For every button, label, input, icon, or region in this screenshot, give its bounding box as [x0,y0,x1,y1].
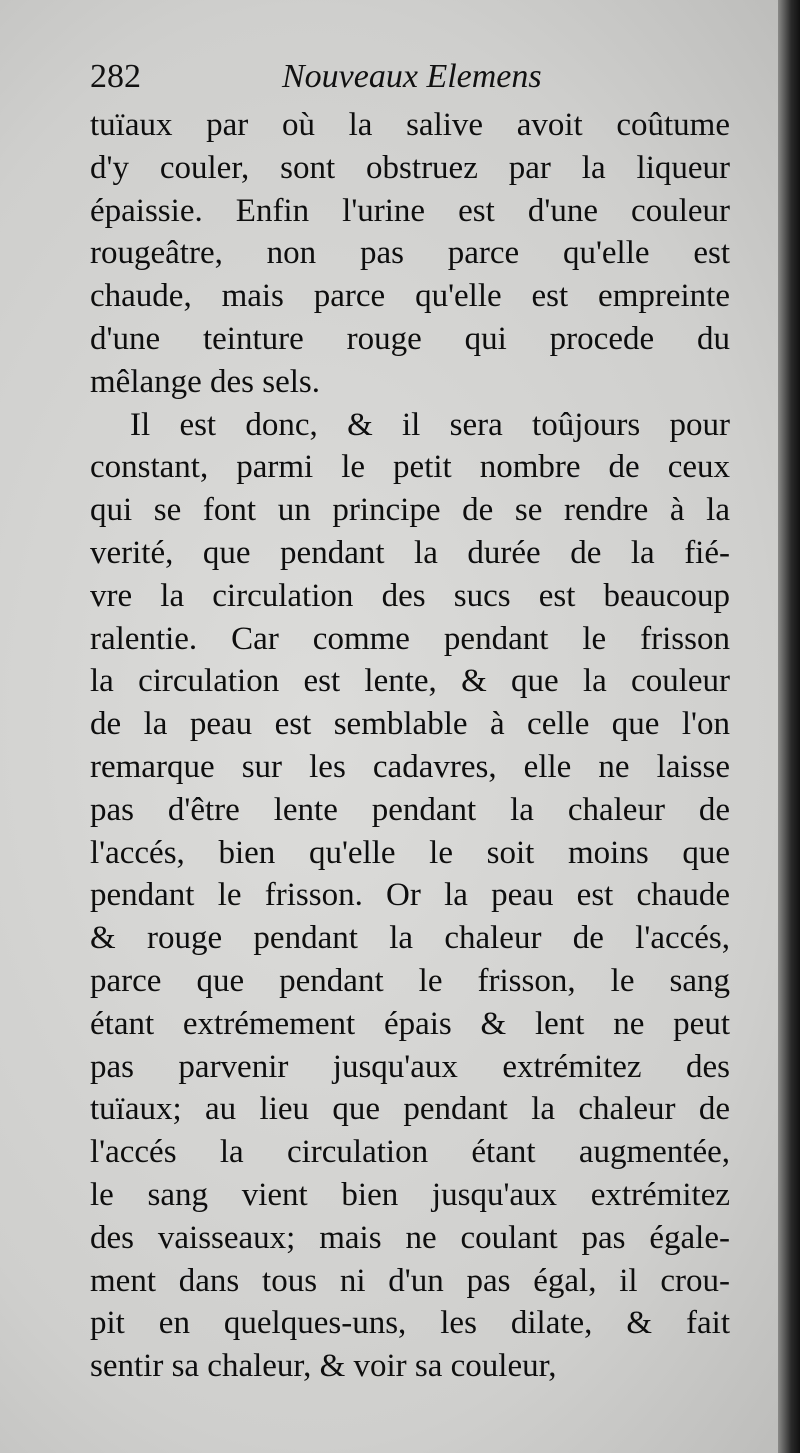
text-line: pit en quelques-uns, les dilate, & fait [90,1305,730,1342]
text-line: mêlange des sels. [90,363,321,400]
text-line: remarque sur les cadavres, elle ne laisse [90,748,730,785]
page-edge-shadow [778,0,800,1453]
text-line: verité, que pendant la durée de la fié- [90,534,730,571]
text-line: constant, parmi le petit nombre de ceux [90,449,730,486]
text-line: sentir sa chaleur, & voir sa couleur, [90,1348,557,1385]
text-line: épaissie. Enfin l'urine est d'une couleur [90,192,730,229]
text-line: parce que pendant le frisson, le sang [90,962,730,999]
text-line: tuïaux; au lieu que pendant la chaleur de [90,1091,730,1128]
text-line: la circulation est lente, & que la couleur [90,663,730,700]
text-line: chaude, mais parce qu'elle est empreinte [90,278,730,315]
text-line: qui se font un principe de se rendre à la [90,492,730,529]
text-line: rougeâtre, non pas parce qu'elle est [90,235,730,272]
text-line: ment dans tous ni d'un pas égal, il crou- [90,1262,730,1299]
text-line: l'accés la circulation étant augmentée, [90,1134,730,1171]
text-line: vre la circulation des sucs est beaucoup [90,577,730,614]
page-header [90,58,730,102]
text-line: pas d'être lente pendant la chaleur de [90,791,730,828]
text-line: pendant le frisson. Or la peau est chaude [90,877,730,914]
running-title: Nouveaux Elemens [282,58,542,95]
text-line: Il est donc, & il sera toûjours pour [130,406,730,443]
text-line: le sang vient bien jusqu'aux extrémitez [90,1176,730,1213]
page-number: 282 [90,58,141,95]
text-line: tuïaux par où la salive avoit coûtume [90,107,730,143]
text-line: d'une teinture rouge qui procede du [90,320,730,357]
text-line: pas parvenir jusqu'aux extrémitez des [90,1048,730,1085]
text-line: ralentie. Car comme pendant le frisson [90,620,730,657]
text-line: & rouge pendant la chaleur de l'accés, [90,920,730,957]
text-line: étant extrémement épais & lent ne peut [90,1005,730,1042]
text-line: l'accés, bien qu'elle le soit moins que [90,834,730,871]
body-text [90,104,730,1388]
text-line: de la peau est semblable à celle que l'on [90,706,730,743]
text-line: des vaisseaux; mais ne coulant pas égale- [90,1219,730,1256]
text-line: d'y couler, sont obstruez par la liqueur [90,149,730,186]
